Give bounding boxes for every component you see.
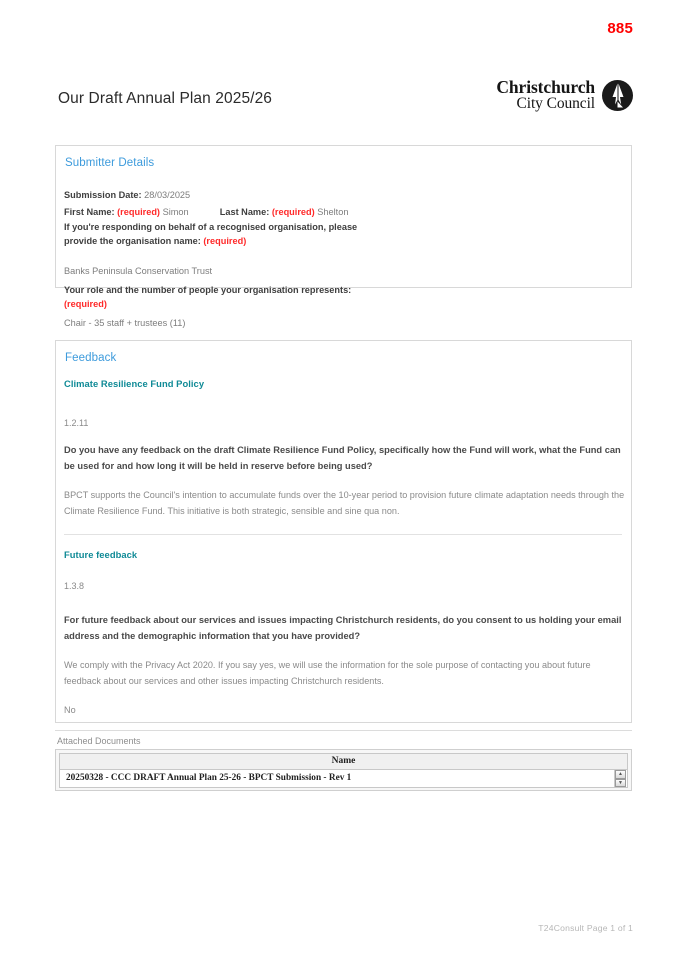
scroll-up-arrow-icon[interactable]: ▲ [615, 770, 626, 779]
question-number-1: 1.2.11 [64, 418, 89, 428]
table-row[interactable] [60, 770, 628, 788]
attachments-divider [55, 730, 632, 731]
attachment-file-name: 20250328 - CCC DRAFT Annual Plan 25-26 - BPCT Submission - Rev 1 [66, 773, 352, 783]
privacy-note-text: We comply with the Privacy Act 2020. If you say yes, we will use the information for the sole purpose of contacting you about future feedback about our services and other issues impacting Christchurch residents. [64, 660, 591, 687]
first-name-value: Simon [162, 207, 189, 217]
attached-documents-table [55, 749, 632, 791]
question-text-1: Do you have any feedback on the draft Climate Resilience Fund Policy, specifically how the Fund will work, what the Fund can be used for and how long it will be held in reserve before being used? [64, 445, 621, 471]
attached-documents-label: Attached Documents [57, 736, 141, 746]
answer-text-1: BPCT supports the Council's intention to accumulate funds over the 10-year period to provision future climate adaptation needs through the Climate Resilience Fund. This initiative is both strategic, sensible and sine qua non. [64, 490, 625, 517]
organisation-value: Banks Peninsula Conservation Trust [64, 266, 213, 276]
logo-line-2: City Council [516, 95, 595, 113]
last-name-label: Last Name: [219, 207, 270, 217]
logo-wordmark [496, 78, 595, 112]
column-header-name: Name [60, 754, 628, 770]
submitter-details-heading: Submitter Details [65, 157, 155, 169]
organisation-label: If you're responding on behalf of a recognised organisation, please provide the organisation name: [64, 222, 358, 247]
last-name-value: Shelton [317, 207, 349, 217]
last-name-required-marker: (required) [271, 207, 315, 217]
role-question [64, 283, 364, 312]
feedback-topic-climate-resilience-fund-policy: Climate Resilience Fund Policy [64, 378, 205, 389]
first-name-required-marker: (required) [117, 207, 160, 217]
council-emblem-icon [602, 80, 633, 111]
row-scrollbar[interactable] [614, 770, 626, 787]
role-label: Your role and the number of people your organisation represents: [64, 285, 352, 295]
name-fields [64, 205, 348, 219]
feedback-divider [64, 534, 622, 535]
document-header [58, 78, 633, 126]
table-header-row [60, 754, 628, 770]
page-title: Our Draft Annual Plan 2025/26 [58, 90, 273, 107]
organisation-question [64, 220, 364, 249]
scroll-down-arrow-icon[interactable]: ▼ [615, 779, 626, 788]
christchurch-city-council-logo [496, 78, 633, 112]
question-number-2: 1.3.8 [64, 581, 85, 591]
first-name-label: First Name: [64, 207, 115, 217]
organisation-required-marker: (required) [203, 236, 247, 247]
page-number: 885 [607, 20, 633, 37]
feedback-topic-future-feedback: Future feedback [64, 549, 138, 560]
answer-text-2: No [64, 705, 76, 715]
submission-date-value: 28/03/2025 [144, 190, 191, 200]
logo-line-1: Christchurch [496, 77, 595, 97]
feedback-heading: Feedback [65, 352, 117, 364]
role-value: Chair - 35 staff + trustees (11) [64, 318, 186, 328]
page-footer: T24Consult Page 1 of 1 [538, 923, 633, 933]
role-required-marker: (required) [64, 299, 107, 310]
question-text-2: For future feedback about our services and issues impacting Christchurch residents, do you consent to us holding your email address and the demographic information that you have provided? [64, 615, 622, 641]
submission-date-label: Submission Date: [64, 190, 142, 200]
attachment-file-name-cell[interactable] [60, 770, 628, 788]
submission-date-field [64, 188, 190, 202]
